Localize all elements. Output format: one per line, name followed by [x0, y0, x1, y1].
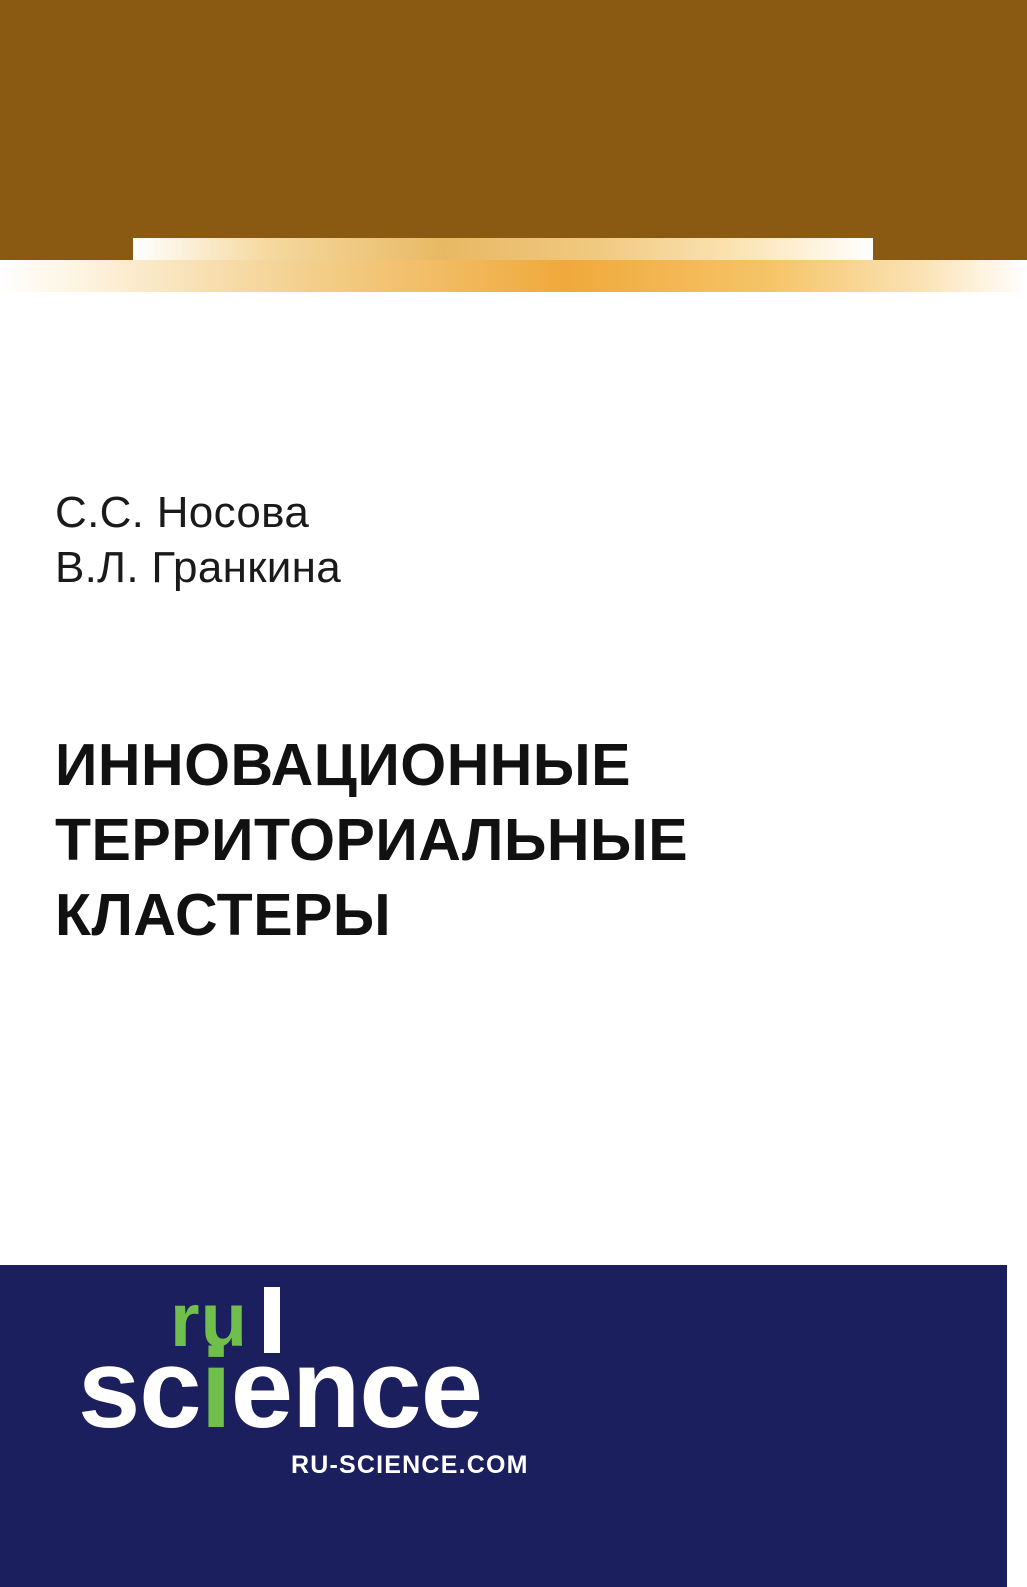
gold-gradient-stripe	[0, 260, 1027, 292]
publisher-band-right-margin	[1007, 1265, 1027, 1587]
publisher-logo	[78, 1278, 548, 1498]
logo-ru-text: ru	[170, 1278, 248, 1363]
title-line-1: ИННОВАЦИОННЫЕ	[55, 732, 632, 798]
authors-block	[55, 485, 835, 596]
logo-science-i: i	[200, 1326, 231, 1451]
author-name-1: С.С. Носова	[55, 488, 310, 537]
logo-science-ence: ence	[230, 1326, 482, 1451]
book-title	[55, 728, 955, 953]
author-name-2: В.Л. Гранкина	[55, 543, 341, 593]
publisher-url: RU-SCIENCE.COM	[291, 1451, 529, 1479]
logo-science-text	[78, 1326, 482, 1451]
title-line-2: ТЕРРИТОРИАЛЬНЫЕ	[55, 806, 689, 873]
top-decorative-band	[0, 0, 1027, 292]
gold-inner-stripe	[133, 238, 873, 260]
title-line-3: КЛАСТЕРЫ	[55, 881, 392, 948]
logo-science-sc: sc	[78, 1326, 201, 1451]
